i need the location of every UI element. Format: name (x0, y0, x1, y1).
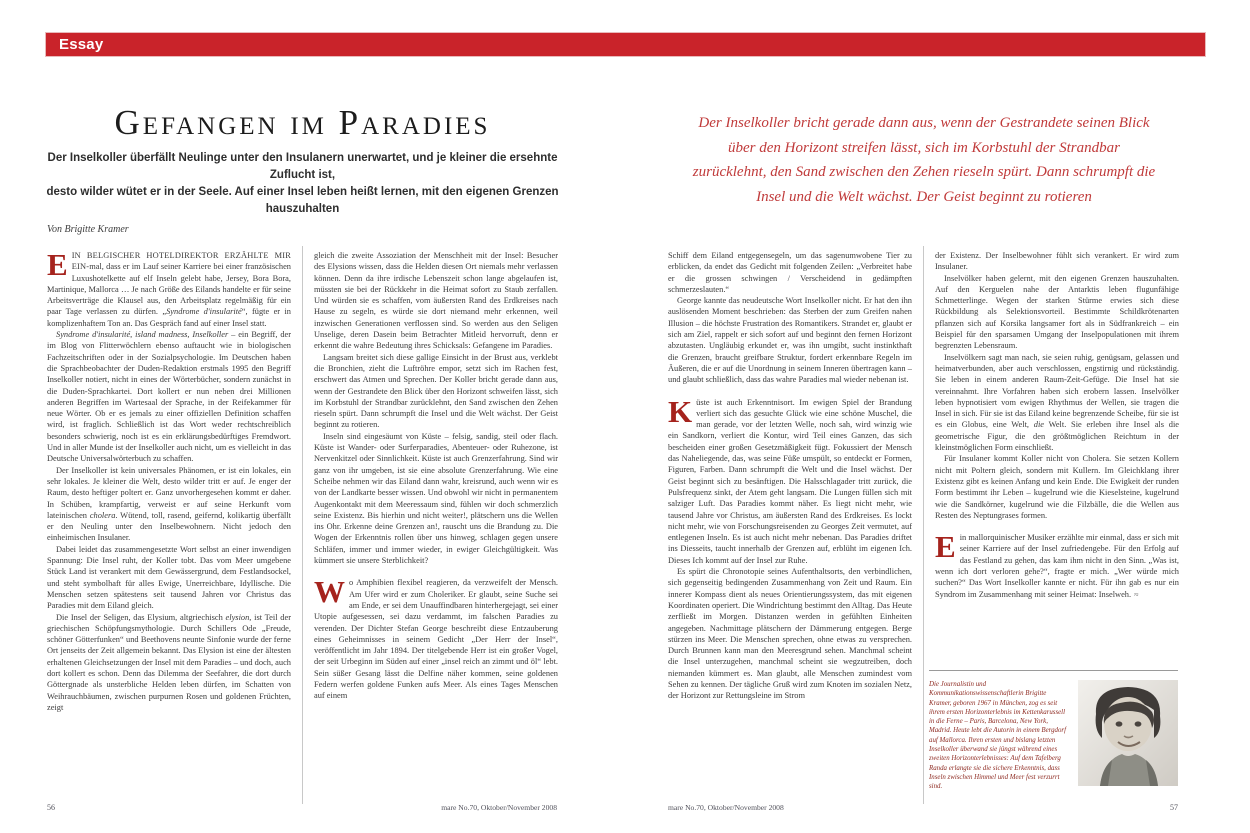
lead-caps: IN BELGISCHER HOTELDIREKTOR ERZÄHLTE MIR EIN- (71, 251, 291, 272)
body-paragraph: Langsam breitet sich diese gallige Einsicht in der Brust aus, verklebt die Bronchien, zieht die Luftröhre empor, setzt sich im Rachen fest, erschwert das Atmen und Sprechen. Der Koller bricht gerade dann aus, wenn der Gestrandete den Blick über den Horizont schweifen lässt, sich im Korbstuhl der Strandbar zurücklehnt, den Sand zwischen den Zehen rieseln spürt. Dann schrumpft die Insel und die Welt wächst. Der Geist beginnt zu rotieren. (314, 352, 558, 430)
standfirst-line: desto wilder wütet er in der Seele. Auf einer Insel leben heißt lernen, mit den eigenen Grenzen hauszuhalten (46, 186, 559, 215)
pull-quote-line: Insel und die Welt wächst. Der Geist beginnt zu rotieren (756, 188, 1092, 205)
body-column-1 (47, 246, 302, 804)
body-paragraph: Der Inselkoller ist kein universales Phänomen, er ist ein lokales, ein sehr lokales. Je kleiner die Welt, desto wilder tritt er auf. Je enger der Raum, desto heftiger poltert er. Ganz unvorhergesehen kommt er daher. In Schüben, krampfartig, verweist er auf seine Herkunft vom lateinischen cholera. Wütend, toll, rasend, geifernd, kolikartig überfällt er den Neuling unter den Inselbewohnern. Nicht jedoch den einheimischen Insulaner. (47, 465, 292, 543)
pull-quote-line: über den Horizont streifen lässt, sich im Korbstuhl der Strandbar (728, 139, 1120, 156)
body-paragraph: Ein mallorquinischer Musiker erzählte mir einmal, dass er sich mit seiner Karriere auf der Insel zufriedengebe. Für den Erfolg auf das Festland zu gehen, das kam ihm nicht in den Sinn. „Was ist, wenn ich dort verloren gehe?“, fragte er mich. „Wer würde mich suchen?“ Das Wort Inselkoller kannte er nicht. Für ihn gab es nur ein Syndrom im Zusammenhang mit seiner Heimat: Inselweh. ≈ (935, 529, 1179, 599)
author-photo (1078, 680, 1178, 786)
pull-quote (668, 111, 1180, 209)
section-label: Essay (59, 36, 104, 53)
left-page-columns (47, 246, 558, 804)
standfirst-line: Der Inselkoller überfällt Neulinge unter den Insulanern unerwartet, und je kleiner die ersehnte Zuflucht ist, (47, 152, 558, 181)
left-page-footer (47, 803, 557, 812)
body-paragraph: der Existenz. Der Inselbewohner fühlt sich verankert. Er wird zum Insulaner. (935, 251, 1179, 272)
body-column-2 (302, 246, 558, 804)
standfirst (40, 150, 565, 218)
page-number-right: 57 (1170, 803, 1178, 812)
body-paragraph: Küste ist auch Erkenntnisort. Im ewigen Spiel der Brandung verliert sich das gesuchte Glück wie eine schöne Muschel, die man gerade, vor der letzten Welle, noch sah, wird winzig wie ein Sandkorn, verliert die Kontur, wird Teil eines Ganzen, das sich bescheiden einer großen Gesetzmäßigkeit fügt. Fokussiert der Mensch das Naheliegende, das, was seine Füße umspült, so entdeckt er Formen, Figuren, Farben. Dann schrumpft die Welt und die Insel wächst. Der Geist beginnt sich zu besänftigen. Die Halsschlagader tritt zurück, die Pulsfrequenz sinkt, der Atem geht langsam. Die Lungen füllen sich mit salziger Luft. Das Paradies kommt näher. Es liegt nicht mehr, wie tausend Jahre vor Christus, am äußersten Rand des Erdkreises. Es lockt nicht mehr, wie von Forschungsreisenden zu Georges Zeit vermutet, auf entlegenen Inseln. Es ist auch nicht mehr nebenan. Das Paradies driftet ins Diesseits, taucht innerhalb der Grenzen auf, erblüht im eigenen Ich. Dieses Ich kommt auf der Insel zur Ruhe. (668, 393, 912, 565)
body-paragraph: Dabei leidet das zusammengesetzte Wort selbst an einer inwendigen Spannung: Die Insel ruht, der Koller tobt. Das vom Meer umgebene Stück Land ist verankert mit dem Gewässergrund, dem Festlandsockel, und steht symbolhaft für alles Ewige, Unerreichbare, Idyllische. Die Menschen setzen spätestens seit tausend Jahren vor Christus das Paradies mit dem Eiland gleich. (47, 544, 291, 611)
author-bio (929, 670, 1178, 792)
body-paragraph: Syndrome d'insularité, island madness, Inselkoller – ein Begriff, der im Blog von Flitterwöchlern ebenso auftaucht wie in biologischen Fachzeitschriften oder in der Sozialpsychologie. Im Deutschen haben die Sprachbeobachter der Duden-Redaktion erstmals 1995 den Begriff Inselkoller notiert, nicht in eines der Wörterbücher, sondern zunächst in die Duden-Sprachkartei. Dort kollert er nun neben drei Millionen anderen Begriffen im Wartesaal der Sprache, in der Reifekammer für neue Wörter. Ob er es jemals zu einer offiziellen Definition schaffen wird, ist fraglich. Schließlich ist das Wort weder rechtschreiblich besonders schwierig, noch ist es ein erklärungsbedürftiges Fremdwort. Und in aller Munde ist der Inselkoller auch nicht, um es vielleicht in das Deutsche Universalwörterbuch zu schaffen. (47, 330, 292, 464)
body-paragraph: Inseln sind eingesäumt von Küste – felsig, sandig, steil oder flach. Küste ist Wander- oder Surferparadies, Abenteuer- oder Ruhezone, ist Nervenkitzel oder Sinnlichkeit. Küste ist auch Grenzerfahrung. Sind wir ganz von ihr umgeben, ist sie eine absolute Grenzerfahrung. Wie eine Scheibe nehmen wir das Eiland dann wahr, kreisrund, auch wenn wir es von der Landkarte besser wissen. Und obwohl wir nicht in permanentem Augenkontakt mit dem Meeressaum sind, fühlen wir doch schmerzlich seine Existenz. Bis hierhin und nicht weiter!, plätschern uns die Wellen ins Ohr. Erkenne deine Grenzen an!, rauscht uns die Brandung zu. Die Wogen der Erkenntnis rollen über uns hinweg, schlagen gegen unsere Schläfen, immer und immer wieder, in ewiger Gleichgültigkeit. Was kümmert sie unsere Sterblichkeit? (314, 431, 558, 566)
drop-cap: E (935, 529, 956, 565)
bio-caption: Die Journalistin und Kommunikationswissenschaftlerin Brigitte Kramer, geboren 1967 in München, zog es seit ihrem ersten Horizonterlebnis im Kettenkarussell in die Ferne – Paris, Barcelona, New York, Madrid. Heute lebt die Autorin in einem Bergdorf auf Mallorca. Ihren ersten und bislang letzten Inselkoller überwand sie jüngst während eines zweiten Horizonterlebnisses: Auf dem Tafelberg Randa erlangte sie die sichere Erkenntnis, dass Inseln zwischen Himmel und Meer fest verzurrt sind. (929, 681, 1067, 791)
body-paragraph: Die Insel der Seligen, das Elysium, altgriechisch elysion, ist Teil der griechischen Schöpfungsmythologie. Durch Schillers Ode „Freude, schöner Götterfunken“ und Beethovens neunte Sinfonie wurde der ferne Ort jenseits der Zeit allgemein bekannt. Das Elysion ist eine der ältesten erhaltenen Gleichsetzungen der Insel mit dem Paradies – und doch, auch dort kollert es schon. Denn das Dilemma der Seefahrer, die dort durch Göttergnade als unsterbliche Helden leben dürfen, im Schatten von Weihrauchbäumen, zwischen purpurnen Rosen und goldenen Früchten, zeigt (47, 612, 291, 712)
body-paragraph: EIN BELGISCHER HOTELDIREKTOR ERZÄHLTE MIR EIN-mal, dass er im Lauf seiner Karriere bei einer französischen Luxushotelkette auf elf Inseln gelebt habe, Jersey, Bora Bora, Martinique, Mallorca … Je nach Größe des Eilands handelte er für seine Arbeitsverträge die Klausel aus, den Arbeitsplatz regelmäßig für ein paar Tage verlassen zu dürfen. „Syndrome d'insularité“, fügte er in komplizenhaftem Ton an. Das Gespräch fand auf einer Insel statt. (47, 247, 291, 328)
body-paragraph: Schiff dem Eiland entgegensegeln, um das sagenumwobene Tier zu erblicken, da endet das Gedicht mit folgenden Zeilen: „Verbreitet habe er die grossen schwingen / Verscheidend in gedämpften schmerzeslauten.“ (668, 251, 912, 294)
body-paragraph: Wo Amphibien flexibel reagieren, da verzweifelt der Mensch. Am Ufer wird er zum Choleriker. Er glaubt, seine Suche sei am Ende, er sei dem Unauffindbaren hinterhergejagt, sei einer Utopie aufgesessen, sei dazu verdammt, im falschen Paradies zu verenden. Der Dichter Stefan George beschreibt diese Entzauberung eines Geheimnisses in seinem Gedicht „Der Herr der Insel“, veröffentlicht im Jahr 1894. Der titelgebende Herr ist ein großer Vogel, der seit Urbeginn im Süden auf einer „insel reich an zimmt und öl“ lebt. Sein süßer Gesang lässt die Delfine näher kommen, seine goldenen Federn werfen goldene Funken aufs Meer. Als eines Tages Menschen auf einem (314, 574, 558, 701)
bio-divider (929, 670, 1178, 671)
body-paragraph: Inselvölkern sagt man nach, sie seien ruhig, genügsam, gelassen und heimatverbunden, aber auch verschlossen, engstirnig und rückständig. Sie leben in einem anderen Raum-Zeit-Gefüge. Die Insel hat sie vereinnahmt. Ihre Vorfahren haben sich erobern lassen. Inselvölker leben hypnotisiert vom ewigen Rhythmus der Wellen, sie tragen die Insel in sich. Für sie ist das Eiland keine begrenzende Scheibe, für sie ist es ein Globus, eine Welt, die Welt. Sie erleben ihre Insel als die geometrische Figur, die den größtmöglichen Reichtum in der kleinstmöglichen Form einschließt. (935, 352, 1179, 453)
body-column-3 (668, 246, 923, 804)
wave-end-mark-icon: ≈ (1134, 589, 1138, 599)
page-number-left: 56 (47, 803, 55, 812)
body-paragraph: Es spürt die Chronotopie seines Aufenthaltsorts, den verbindlichen, sich gegenseitig bedingenden Zusammenhang von Zeit und Raum. Ein innerer Kompass dient als neues Orientierungssystem, das mit eigenen Koordinaten operiert. Die Windrichtung bestimmt den Alltag. Das Heute zerfließt im Morgen. Distanzen werden in gefühlten Einheiten angegeben. Nachmittage plätschern der Dämmerung entgegen. Berge stürzen ins Meer. Die Menschen sprechen, ohne etwas zu versprechen. Durch Brunnen kann man den Meeresgrund sehen. Manchmal scheint die Insel unterzugehen, manchmal scheint sie wegzutreiben, doch niemanden kümmert es. Man glaubt, alle Menschen zumindest vom Sehen zu kennen. Der tägliche Gruß wird zum Knoten im sozialen Netz, der Horizont zur Rettungsleine im Strom (668, 567, 912, 701)
byline: Von Brigitte Kramer (47, 224, 129, 235)
right-page-footer (668, 803, 1178, 812)
imprint-left: mare No.70, Oktober/November 2008 (441, 803, 557, 812)
body-paragraph: Für Insulaner kommt Koller nicht von Cholera. Sie setzen Kollern nicht mit Poltern gleich, sondern mit Kullern. Im Gleichklang ihrer Existenz gibt es keinen Anfang und kein Ende. Die Ewigkeit der runden Form bestimmt ihr Leben – kugelrund wie die Kieselsteine, kugelrund wie die Sandkörner, kugelrund wie die Filzbälle, die die Wellen aus Resten des Neptungrases formen. (935, 454, 1179, 520)
body-paragraph: Inselvölker haben gelernt, mit den eigenen Grenzen hauszuhalten. Auf den Kerguelen nahe der Antarktis leben flugunfähige Schmetterlinge. Wegen der starken Stürme erwies sich diese Rückbildung als Selektionsvorteil. Bestimmte Schildkrötenarten pflanzen sich auf Korsika langsamer fort als in Südfrankreich – ein Beispiel für den sparsamen Umgang der Inselpopulationen mit ihrem begrenzten Lebensraum. (935, 273, 1179, 351)
body-paragraph: George kannte das neudeutsche Wort Inselkoller nicht. Er hat den ihn auslösenden Moment beschrieben: das Sterben der zum Greifen nahen Illusion – die höchste Frustration des Romantikers. Strandet er, glaubt er sich am Ziel, rappelt er sich sofort auf und beginnt den fernen Horizont abzutasten. Ungläubig erkundet er, was ihn umgibt, sucht instinkthaft die Grenzen, braucht greifbare Struktur, fordert erkennbare Regeln im Äußeren, die er auf die Unordnung in seinem Inneren übertragen kann – und glaubt schließlich, dass das wahre Paradies mal wieder nebenan ist. (668, 296, 912, 385)
drop-cap: E (47, 247, 68, 282)
pull-quote-line: Der Inselkoller bricht gerade dann aus, wenn der Gestrandete seinen Blick (698, 115, 1150, 131)
drop-cap: W (314, 574, 345, 610)
imprint-right: mare No.70, Oktober/November 2008 (668, 803, 784, 812)
drop-cap: K (668, 393, 693, 429)
body-paragraph: gleich die zweite Assoziation der Menschheit mit der Insel: Besucher des Elysions wissen, dass die Helden diesen Ort niemals mehr verlassen können. Denn da ihre irdische Lebenszeit schon lange abgelaufen ist, müssten sie bei der Rückkehr in die Heimat sofort zu Staub zerfallen. Und würden sie es schaffen, vom äußersten Rand des Erdkreises nach Hause zu segeln, es würde sie dort niemand mehr erkennen, weil inzwischen Generationen verflossen sind. So werden aus den Seligen Unselige, deren Dasein beim Betrachter Mitleid hervorruft, denn er erkennt die wahre Bedeutung ihres Schicksals: Gefangene im Paradies. (314, 251, 558, 351)
section-bar (45, 32, 1206, 57)
article-title: Gefangen im Paradies (114, 103, 491, 142)
pull-quote-line: zurücklehnt, den Sand zwischen den Zehen rieseln spürt. Dann schrumpft die (692, 164, 1156, 180)
